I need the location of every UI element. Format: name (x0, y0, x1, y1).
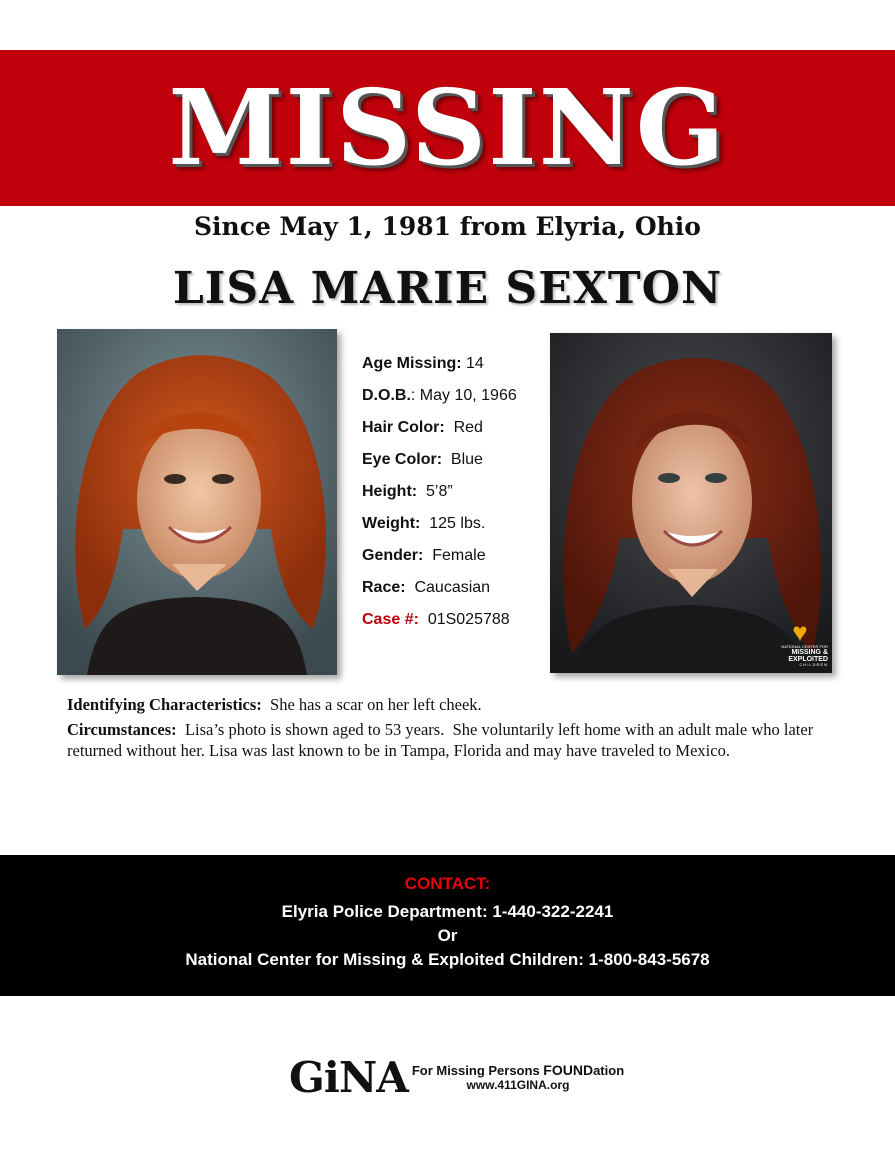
fact-label: Gender: (362, 547, 424, 564)
fact-race (362, 576, 547, 608)
fact-label: Case #: (362, 611, 419, 628)
fact-value: 5’8” (417, 483, 453, 500)
fact-value: 125 lbs. (420, 515, 486, 532)
fact-label: Weight: (362, 515, 421, 532)
fact-value: Caucasian (405, 579, 491, 596)
gina-url: www.411GINA.org (466, 1078, 570, 1092)
identifying-characteristics (67, 694, 837, 715)
circumstances (67, 719, 837, 761)
fact-label: Hair Color: (362, 419, 445, 436)
gina-tagline-prefix: For Missing Persons (411, 1063, 544, 1078)
ncmec-line3: EXPLOITED (788, 656, 828, 663)
fact-dob (362, 384, 547, 416)
gina-tagline-bold: FOUND (543, 1062, 594, 1078)
contact-title: CONTACT: (404, 874, 491, 893)
contact-ncmec: National Center for Missing & Exploited Children: 1-800-843-5678 (185, 950, 710, 969)
missing-since: Since May 1, 1981 from Elyria, Ohio (194, 212, 701, 241)
facts-list (362, 352, 547, 640)
missing-banner (0, 50, 895, 206)
banner-title: MISSING (168, 66, 727, 189)
fact-value: 01S025788 (418, 611, 510, 628)
fact-height (362, 480, 547, 512)
gina-tagline (412, 1062, 624, 1078)
photo-at-disappearance (57, 329, 337, 675)
contact-section (0, 855, 895, 996)
fact-value: Female (423, 547, 486, 564)
contact-or: Or (437, 926, 458, 945)
fact-label: Race: (362, 579, 406, 596)
gina-tagline-suffix: ation (593, 1063, 625, 1078)
circumstances-label: Circumstances: (67, 720, 177, 739)
fact-label: Height: (362, 483, 418, 500)
fact-label: Eye Color: (362, 451, 443, 468)
gina-tagline-block (412, 1062, 624, 1092)
contact-police: Elyria Police Department: 1-440-322-2241 (281, 902, 614, 921)
fact-weight (362, 512, 547, 544)
person-name: LISA MARIE SEXTON (172, 263, 723, 314)
ncmec-line2: MISSING & (791, 649, 828, 656)
circumstances-text: Lisa’s photo is shown aged to 53 years. She voluntarily left home with an adult male who later returned without her. Lisa was last known to be in Tampa, Florida and may have traveled to Mexico. (67, 720, 818, 760)
ncmec-line4: CHILDREN (799, 662, 828, 667)
identifying-text: She has a scar on her left cheek. (261, 695, 482, 714)
ncmec-watermark (772, 619, 828, 667)
fact-value: 14 (461, 355, 484, 372)
fact-eye-color (362, 448, 547, 480)
ncmec-line1: NATIONAL CENTER FOR (781, 644, 828, 649)
fact-value: Blue (442, 451, 483, 468)
fact-value: Red (444, 419, 483, 436)
identifying-label: Identifying Characteristics: (67, 695, 262, 714)
fact-label: D.O.B. (362, 387, 411, 404)
gina-logo (289, 1052, 629, 1102)
case-details (67, 694, 837, 765)
fact-age-missing (362, 352, 547, 384)
gina-wordmark: GiNA (289, 1052, 408, 1102)
ncmec-heart-icon: ♥ (792, 617, 808, 647)
photo-age-progressed (550, 333, 832, 673)
portrait-young-image (57, 329, 337, 675)
fact-value: : May 10, 1966 (410, 387, 517, 404)
fact-case-number (362, 608, 547, 640)
fact-gender (362, 544, 547, 576)
fact-label: Age Missing: (362, 355, 462, 372)
fact-hair-color (362, 416, 547, 448)
